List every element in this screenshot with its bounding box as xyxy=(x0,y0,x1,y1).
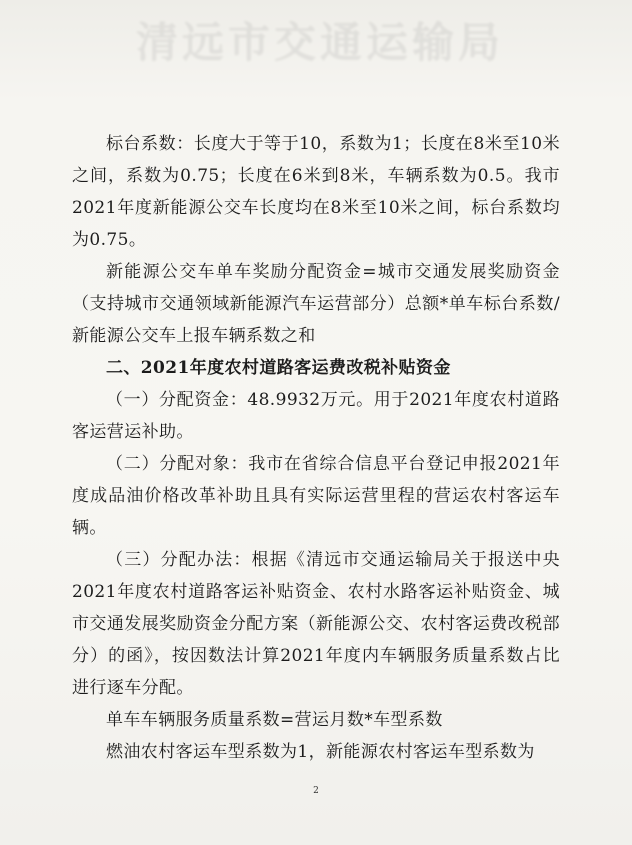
paragraph-quality-formula: 单车车辆服务质量系数=营运月数*车型系数 xyxy=(106,710,443,730)
paragraph-vehicle-type-coefficient: 燃油农村客运车型系数为1，新能源农村客运车型系数为 xyxy=(106,742,535,762)
paragraph-allocation-funds: （一）分配资金：48.9932万元。用于2021年度农村道路客运营运补助。 xyxy=(72,390,560,442)
paragraph-bus-award-formula: 新能源公交车单车奖励分配资金=城市交通发展奖励资金（支持城市交通领域新能源汽车运营部分）总额*单车标台系数/新能源公交车上报车辆系数之和 xyxy=(72,262,560,346)
paragraph-allocation-target: （二）分配对象：我市在省综合信息平台登记申报2021年度成品油价格改革补助且具有实际运营里程的营运农村客运车辆。 xyxy=(72,454,560,538)
body-text xyxy=(72,128,560,768)
header-bleed-through: 清远市交通运输局 xyxy=(135,18,504,67)
section-heading: 二、2021年度农村道路客运费改税补贴资金 xyxy=(106,358,451,378)
paragraph-bench-coefficient: 标台系数：长度大于等于10，系数为1；长度在8米至10米之间，系数为0.75；长度在6米到8米，车辆系数为0.5。我市2021年度新能源公交车长度均在8米至10米之间，标台系数均为0.75。 xyxy=(72,134,560,250)
page-number: 2 xyxy=(313,786,319,796)
paragraph-allocation-method: （三）分配办法：根据《清远市交通运输局关于报送中央2021年度农村道路客运补贴资金、农村水路客运补贴资金、城市交通发展奖励资金分配方案（新能源公交、农村客运费改税部分）的函》，按因数法计算2021年度内车辆服务质量系数占比进行逐车分配。 xyxy=(72,550,560,698)
